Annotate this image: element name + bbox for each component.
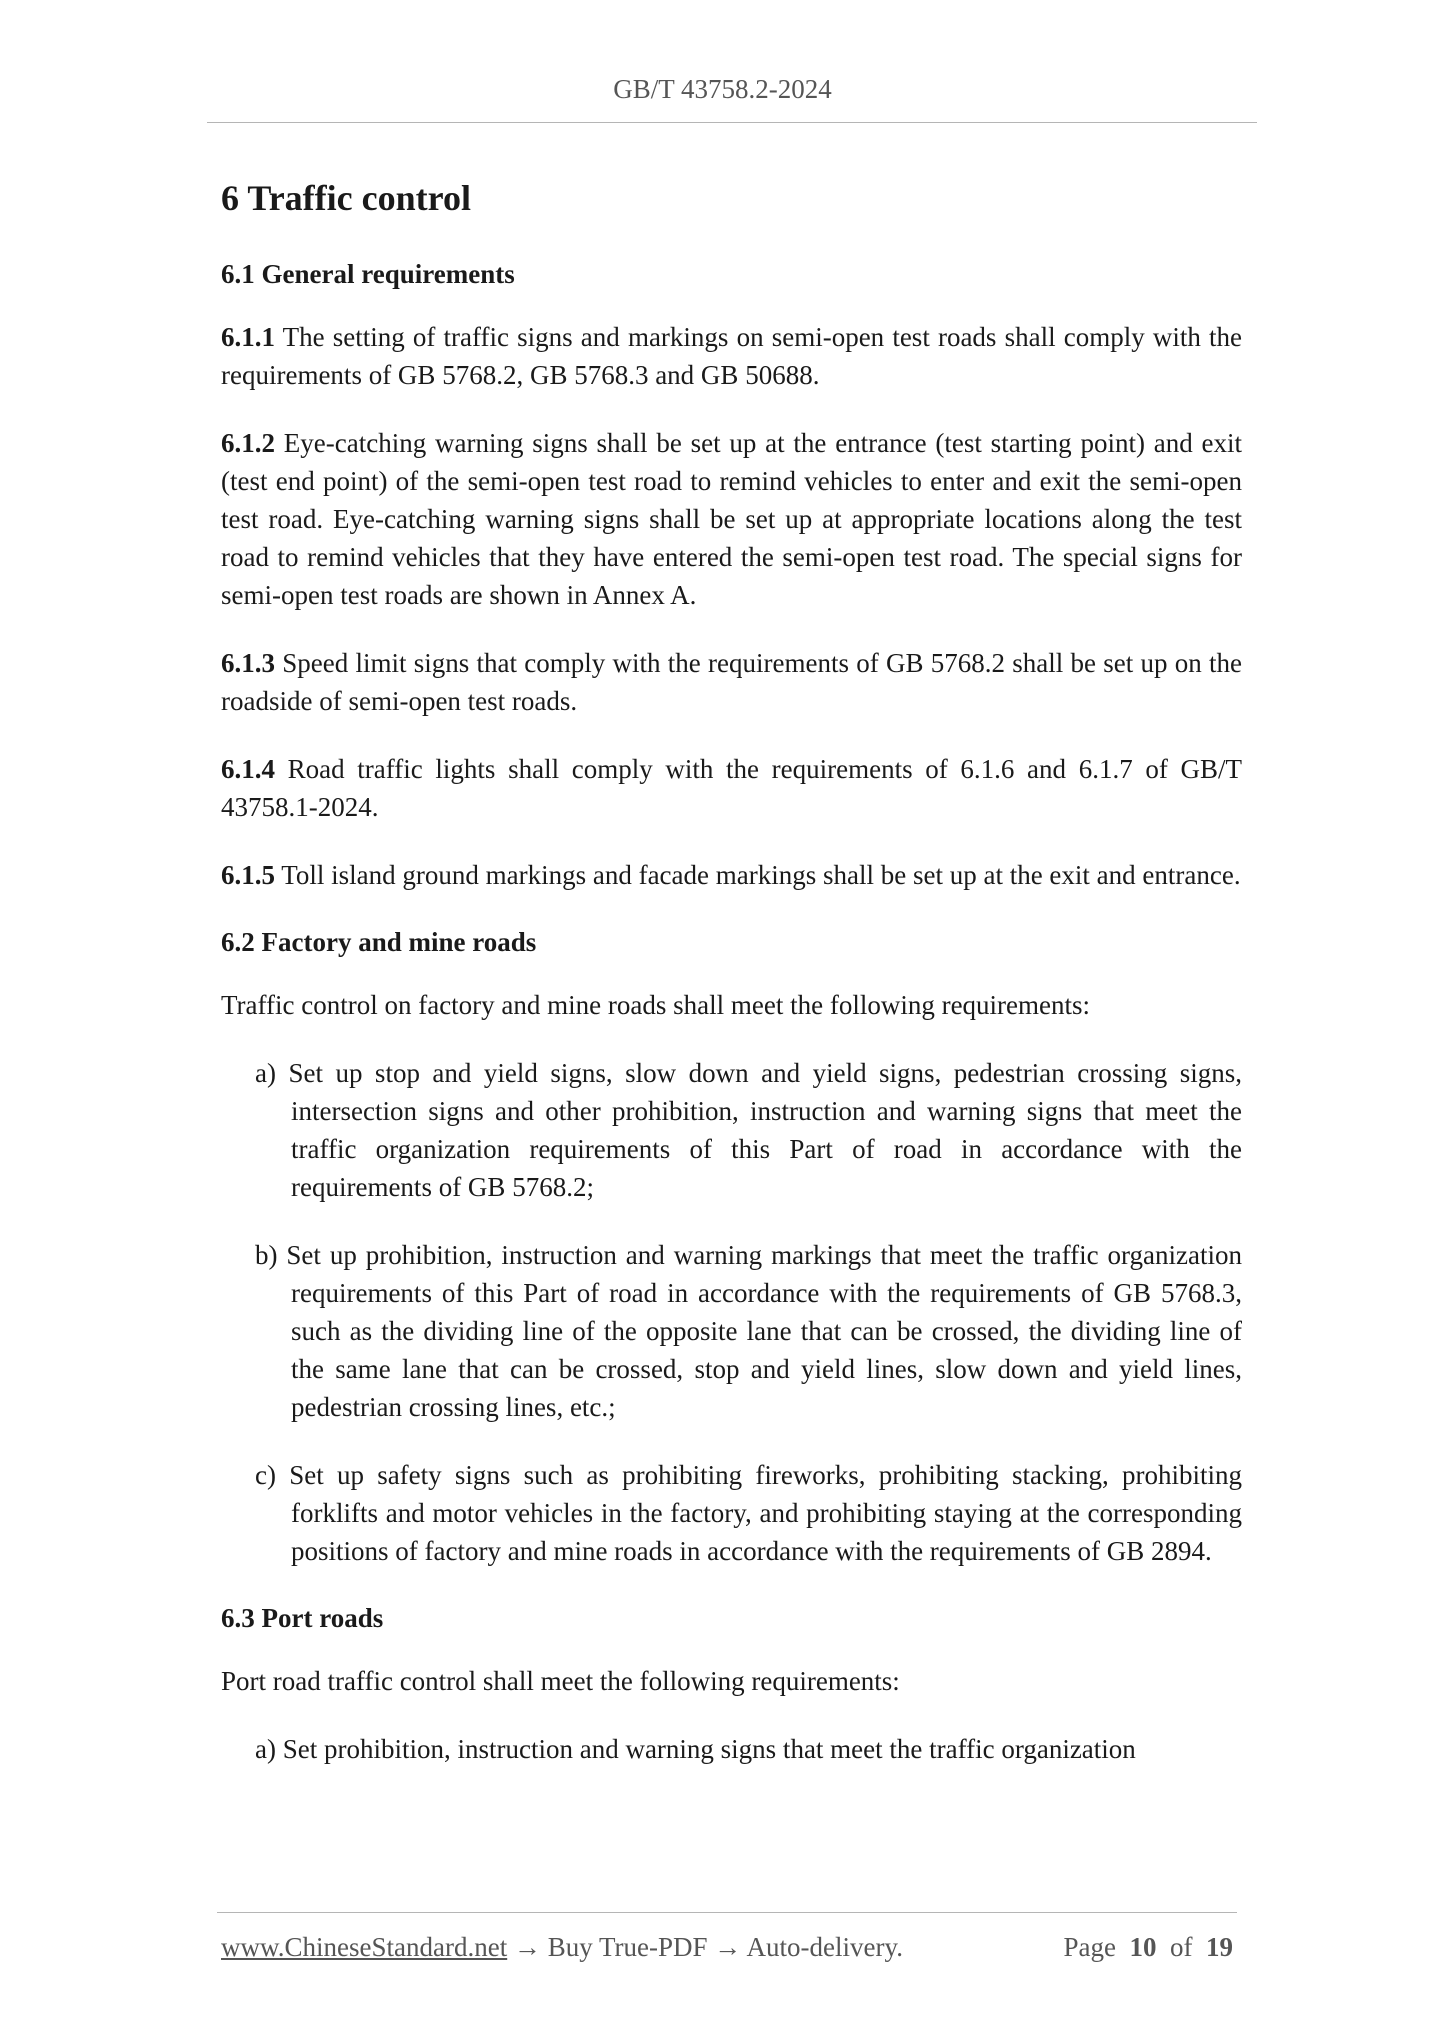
page-label: Page bbox=[1063, 1932, 1116, 1962]
list-item: c) Set up safety signs such as prohibiting fireworks, prohibiting stacking, prohibiting forklifts and motor vehicles in the factory, and prohibiting staying at the corresponding positions of factory and mine roads in accordance with the requirements of GB 2894. bbox=[255, 1460, 1242, 1566]
clause-number: 6.1.4 bbox=[221, 754, 275, 784]
site-link[interactable]: www.ChineseStandard.net bbox=[221, 1932, 508, 1962]
page-current: 10 bbox=[1129, 1932, 1157, 1962]
clause-6-1-1 bbox=[221, 318, 1242, 394]
page-number bbox=[1064, 1932, 1233, 1963]
page-total: 19 bbox=[1206, 1932, 1233, 1962]
list-item: a) Set up stop and yield signs, slow down and yield signs, pedestrian crossing signs, intersection signs and other prohibition, instruction and warning signs that meet the traffic organization requirements of this Part of road in accordance with the requirements of GB 5768.2; bbox=[255, 1058, 1242, 1202]
page-footer bbox=[221, 1932, 1233, 1963]
clause-text: Toll island ground markings and facade markings shall be set up at the exit and entrance. bbox=[275, 860, 1241, 890]
clause-number: 6.1.3 bbox=[221, 648, 275, 678]
section-6-2-intro: Traffic control on factory and mine roads shall meet the following requirements: bbox=[221, 990, 1091, 1020]
clause-6-1-2 bbox=[221, 424, 1242, 614]
clause-number: 6.1.5 bbox=[221, 860, 275, 890]
clause-number: 6.1.2 bbox=[221, 428, 275, 458]
clause-text: Speed limit signs that comply with the requirements of GB 5768.2 shall be set up on the roadside of semi-open test roads. bbox=[221, 648, 1242, 716]
clause-number: 6.1.1 bbox=[221, 322, 275, 352]
section-6-3-intro: Port road traffic control shall meet the following requirements: bbox=[221, 1666, 900, 1696]
page-of: of bbox=[1170, 1932, 1193, 1962]
section-6-1-title: 6.1 General requirements bbox=[221, 259, 515, 289]
clause-text: Road traffic lights shall comply with the requirements of 6.1.6 and 6.1.7 of GB/T 43758.1-2024. bbox=[221, 754, 1242, 822]
clause-6-1-5 bbox=[221, 856, 1242, 894]
footer-divider bbox=[217, 1912, 1237, 1913]
section-6-title: 6 Traffic control bbox=[221, 178, 471, 218]
section-6-3-title: 6.3 Port roads bbox=[221, 1603, 384, 1633]
document-header: GB/T 43758.2-2024 bbox=[613, 74, 832, 104]
clause-6-1-3 bbox=[221, 644, 1242, 720]
section-6-2-title: 6.2 Factory and mine roads bbox=[221, 927, 537, 957]
list-item: a) Set prohibition, instruction and warning signs that meet the traffic organization bbox=[255, 1734, 1136, 1764]
header-divider bbox=[207, 122, 1257, 123]
page-content bbox=[221, 170, 1242, 1798]
clause-text: The setting of traffic signs and markings on semi-open test roads shall comply with the requirements of GB 5768.2, GB 5768.3 and GB 50688. bbox=[221, 322, 1242, 390]
footer-promo bbox=[221, 1932, 903, 1963]
promo-text: → Buy True-PDF → Auto-delivery. bbox=[507, 1932, 903, 1962]
list-item: b) Set up prohibition, instruction and warning markings that meet the traffic organization requirements of this Part of road in accordance with the requirements of GB 5768.3, such as the dividing line of the opposite lane that can be crossed, the dividing line of the same lane that can be crossed, stop and yield lines, slow down and yield lines, pedestrian crossing lines, etc.; bbox=[255, 1240, 1242, 1422]
clause-6-1-4 bbox=[221, 750, 1242, 826]
clause-text: Eye-catching warning signs shall be set up at the entrance (test starting point) and exit (test end point) of the semi-open test road to remind vehicles to enter and exit the semi-open test road. Eye-catching warning signs shall be set up at appropriate locations along the test road to remind vehicles that they have entered the semi-open test road. The special signs for semi-open test roads are shown in Annex A. bbox=[221, 428, 1242, 610]
